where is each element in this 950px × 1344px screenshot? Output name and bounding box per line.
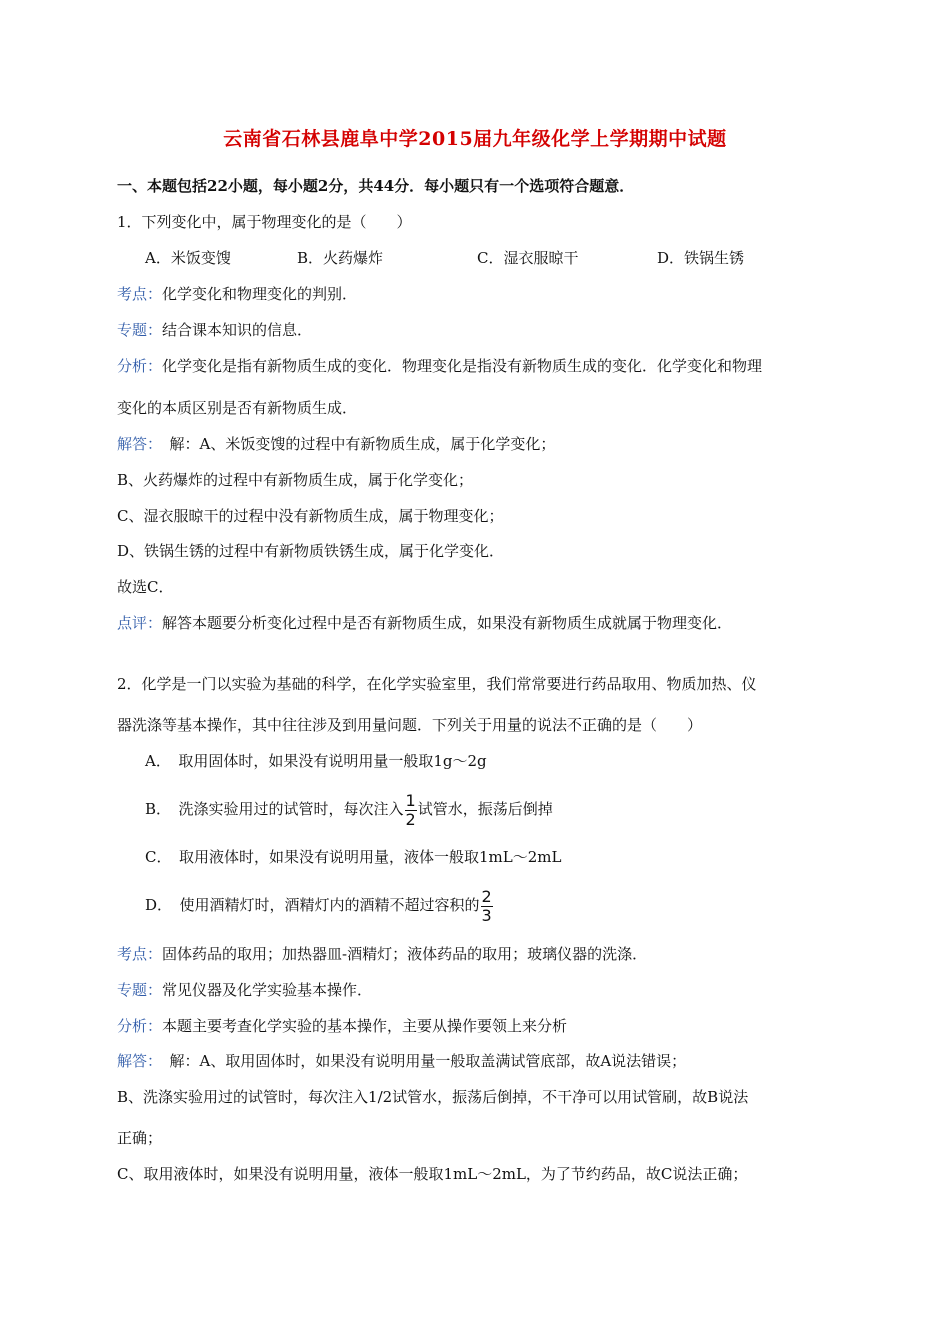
zhuanti-text: 结合课本知识的信息． (162, 321, 313, 339)
kaodian-text: 固体药品的取用；加热器皿-酒精灯；液体药品的取用；玻璃仪器的洗涤． (162, 945, 648, 963)
fraction-denominator: 2 (405, 809, 416, 829)
zhuanti-text: 常见仪器及化学实验基本操作． (162, 981, 373, 999)
q1-answer: 故选C． (117, 578, 174, 596)
q1-jieda-c: C、湿衣服晾干的过程中没有新物质生成，属于物理变化； (117, 507, 504, 525)
jieda-text: 解：A、米饭变馊的过程中有新物质生成，属于化学变化； (154, 435, 556, 453)
zhuanti-label: 专题： (117, 321, 163, 339)
q1-stem: 1．下列变化中，属于物理变化的是（ ） (117, 213, 412, 231)
q2-option-b-text-end: 试管水，振荡后倒掉 (417, 800, 553, 818)
fraction-numerator: 2 (481, 886, 492, 906)
kaodian-label: 考点： (117, 285, 163, 303)
q1-fenxi-cont: 变化的本质区别是否有新物质生成． (117, 399, 358, 417)
q2-option-b-text: B． 洗涤实验用过的试管时，每次注入 (145, 800, 404, 818)
q2-option-a: A． 取用固体时，如果没有说明用量一般取1g～2g (145, 752, 487, 770)
q2-jieda-c: C、取用液体时，如果没有说明用量，液体一般取1mL～2mL，为了节约药品，故C说法正确； (117, 1165, 748, 1183)
q2-zhuanti (117, 980, 372, 1000)
jieda-label: 解答： (117, 435, 155, 453)
q2-jieda-b: B、洗涤实验用过的试管时，每次注入1/2试管水，振荡后倒掉，不干净可以用试管刷，故B说法 (117, 1088, 749, 1106)
page-title: 云南省石林县鹿阜中学2015届九年级化学上学期期中试题 (223, 128, 727, 150)
q2-kaodian (117, 944, 647, 964)
fraction-two-thirds (481, 886, 493, 925)
fraction-numerator: 1 (405, 790, 416, 810)
fenxi-label: 分析： (117, 1017, 163, 1035)
q1-option-c: C．湿衣服晾干 (477, 249, 579, 267)
q1-jieda-d: D、铁锅生锈的过程中有新物质铁锈生成，属于化学变化． (117, 542, 505, 560)
kaodian-label: 考点： (117, 945, 163, 963)
kaodian-text: 化学变化和物理变化的判别． (162, 285, 358, 303)
q1-dianping (117, 613, 732, 633)
q2-stem-cont: 器洗涤等基本操作，其中往往涉及到用量问题．下列关于用量的说法不正确的是（ ） (117, 716, 703, 734)
q2-option-d-text: D． 使用酒精灯时，酒精灯内的酒精不超过容积的 (145, 896, 480, 914)
q1-option-a: A．米饭变馊 (145, 249, 231, 267)
fenxi-label: 分析： (117, 357, 163, 375)
q1-fenxi (117, 356, 762, 376)
q2-fenxi (117, 1016, 567, 1036)
q1-option-b: B．火药爆炸 (297, 249, 384, 267)
q2-option-d (145, 886, 494, 924)
fenxi-text: 本题主要考查化学实验的基本操作，主要从操作要领上来分析 (162, 1017, 568, 1035)
zhuanti-label: 专题： (117, 981, 163, 999)
section-heading: 一、本题包括22小题，每小题2分，共44分．每小题只有一个选项符合题意． (117, 177, 635, 195)
jieda-text: 解：A、取用固体时，如果没有说明用量一般取盖满试管底部，故A说法错误； (154, 1052, 687, 1070)
q2-jieda (117, 1051, 686, 1071)
fraction-denominator: 3 (481, 905, 492, 925)
q2-stem: 2．化学是一门以实验为基础的科学，在化学实验室里，我们常常要进行药品取用、物质加热、仪 (117, 675, 757, 693)
q1-zhuanti (117, 320, 312, 340)
q1-option-d: D．铁锅生锈 (657, 249, 745, 267)
q1-jieda (117, 434, 555, 454)
q2-option-c: C． 取用液体时，如果没有说明用量，液体一般取1mL～2mL (145, 848, 562, 866)
q2-jieda-b-cont: 正确； (117, 1129, 163, 1147)
q2-option-b (145, 790, 553, 828)
q1-kaodian (117, 284, 357, 304)
q1-jieda-b: B、火药爆炸的过程中有新物质生成，属于化学变化； (117, 471, 474, 489)
fenxi-text: 化学变化是指有新物质生成的变化．物理变化是指没有新物质生成的变化．化学变化和物理 (162, 357, 763, 375)
dianping-label: 点评： (117, 614, 163, 632)
dianping-text: 解答本题要分析变化过程中是否有新物质生成，如果没有新物质生成就属于物理变化． (162, 614, 733, 632)
fraction-one-half (405, 790, 417, 829)
jieda-label: 解答： (117, 1052, 155, 1070)
